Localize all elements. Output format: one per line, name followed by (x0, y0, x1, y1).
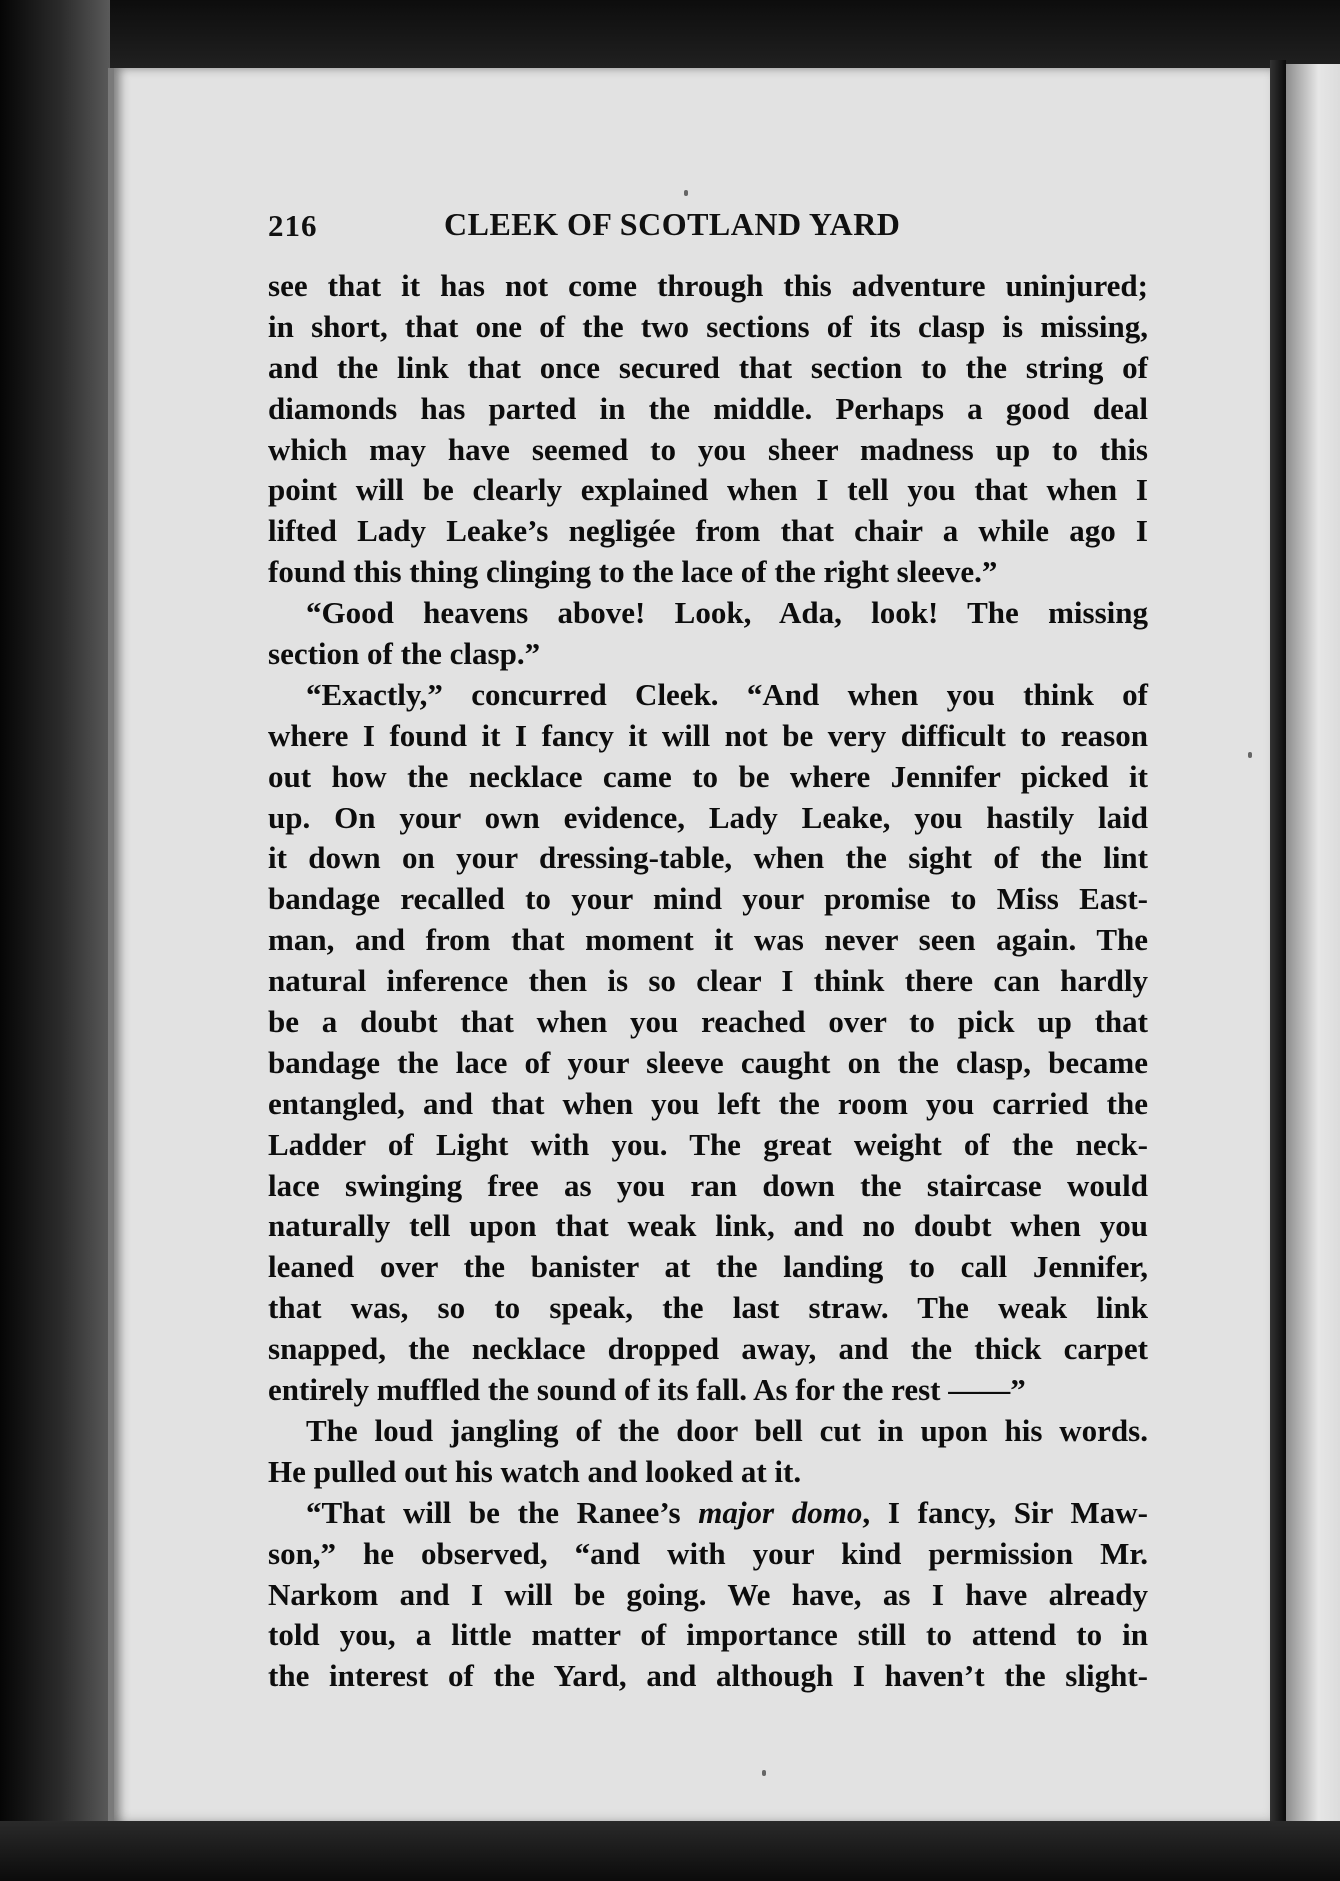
text-line: it down on your dressing-table, when the sight of the lint (268, 840, 1148, 876)
facing-page-edge (1286, 64, 1340, 1834)
text-line: point will be clearly explained when I tell you that when I (268, 472, 1148, 508)
italic-phrase: major domo (698, 1494, 863, 1530)
text-line: lace swinging free as you ran down the staircase would (268, 1167, 1148, 1203)
text-line: Narkom and I will be going. We have, as I have already (268, 1576, 1148, 1612)
text-line: He pulled out his watch and looked at it. (268, 1453, 802, 1489)
text-line: “Good heavens above! Look, Ada, look! The missing (306, 595, 1148, 631)
body-text (268, 266, 1148, 1697)
page-number: 216 (268, 208, 318, 243)
print-speck (1248, 752, 1252, 758)
scan-top-border (0, 0, 1340, 75)
text-line: which may have seemed to you sheer madness up to this (268, 431, 1148, 467)
text-line: man, and from that moment it was never seen again. The (268, 922, 1148, 958)
text-segment: , I fancy, Sir Maw- (862, 1494, 1148, 1530)
page-gutter (1270, 60, 1286, 1840)
text-line: bandage the lace of your sleeve caught on the clasp, became (268, 1044, 1148, 1080)
text-line: in short, that one of the two sections of its clasp is missing, (268, 308, 1148, 344)
text-line: entirely muffled the sound of its fall. As for the rest ——” (268, 1372, 1026, 1408)
text-line: up. On your own evidence, Lady Leake, you hastily laid (268, 799, 1148, 835)
text-line: The loud jangling of the door bell cut in upon his words. (306, 1412, 1148, 1448)
page-header (268, 208, 968, 252)
text-line: leaned over the banister at the landing to call Jennifer, (268, 1249, 1148, 1285)
text-line: natural inference then is so clear I think there can hardly (268, 963, 1148, 999)
text-line: told you, a little matter of importance still to attend to in (268, 1617, 1148, 1653)
text-line: be a doubt that when you reached over to pick up that (268, 1004, 1148, 1040)
text-line: section of the clasp.” (268, 636, 541, 672)
print-speck (684, 190, 688, 196)
text-line: out how the necklace came to be where Jennifer picked it (268, 758, 1148, 794)
text-line: found this thing clinging to the lace of the right sleeve.” (268, 554, 998, 590)
text-line: naturally tell upon that weak link, and no doubt when you (268, 1208, 1148, 1244)
text-line: entangled, and that when you left the room you carried the (268, 1085, 1148, 1121)
text-line: diamonds has parted in the middle. Perhaps a good deal (268, 390, 1148, 426)
book-spine-edge (0, 0, 110, 1881)
print-speck (762, 1770, 766, 1776)
text-line: Ladder of Light with you. The great weight of the neck- (268, 1126, 1148, 1162)
text-line (268, 1493, 1148, 1534)
text-line: see that it has not come through this adventure uninjured; (268, 268, 1148, 303)
text-line: “Exactly,” concurred Cleek. “And when you think of (306, 676, 1148, 712)
text-line: bandage recalled to your mind your promise to Miss East- (268, 881, 1148, 917)
scan-bottom-border (0, 1821, 1340, 1881)
text-segment: “That will be the Ranee’s (306, 1494, 699, 1530)
text-line: that was, so to speak, the last straw. The weak link (268, 1290, 1148, 1326)
text-line: and the link that once secured that section to the string of (268, 349, 1148, 385)
text-line: son,” he observed, “and with your kind permission Mr. (268, 1535, 1148, 1571)
text-line: snapped, the necklace dropped away, and the thick carpet (268, 1331, 1148, 1367)
text-line: where I found it I fancy it will not be very difficult to reason (268, 717, 1148, 753)
running-title: CLEEK OF SCOTLAND YARD (444, 206, 901, 242)
text-line: the interest of the Yard, and although I haven’t the slight- (268, 1658, 1148, 1694)
text-line: lifted Lady Leake’s negligée from that chair a while ago I (268, 513, 1148, 549)
